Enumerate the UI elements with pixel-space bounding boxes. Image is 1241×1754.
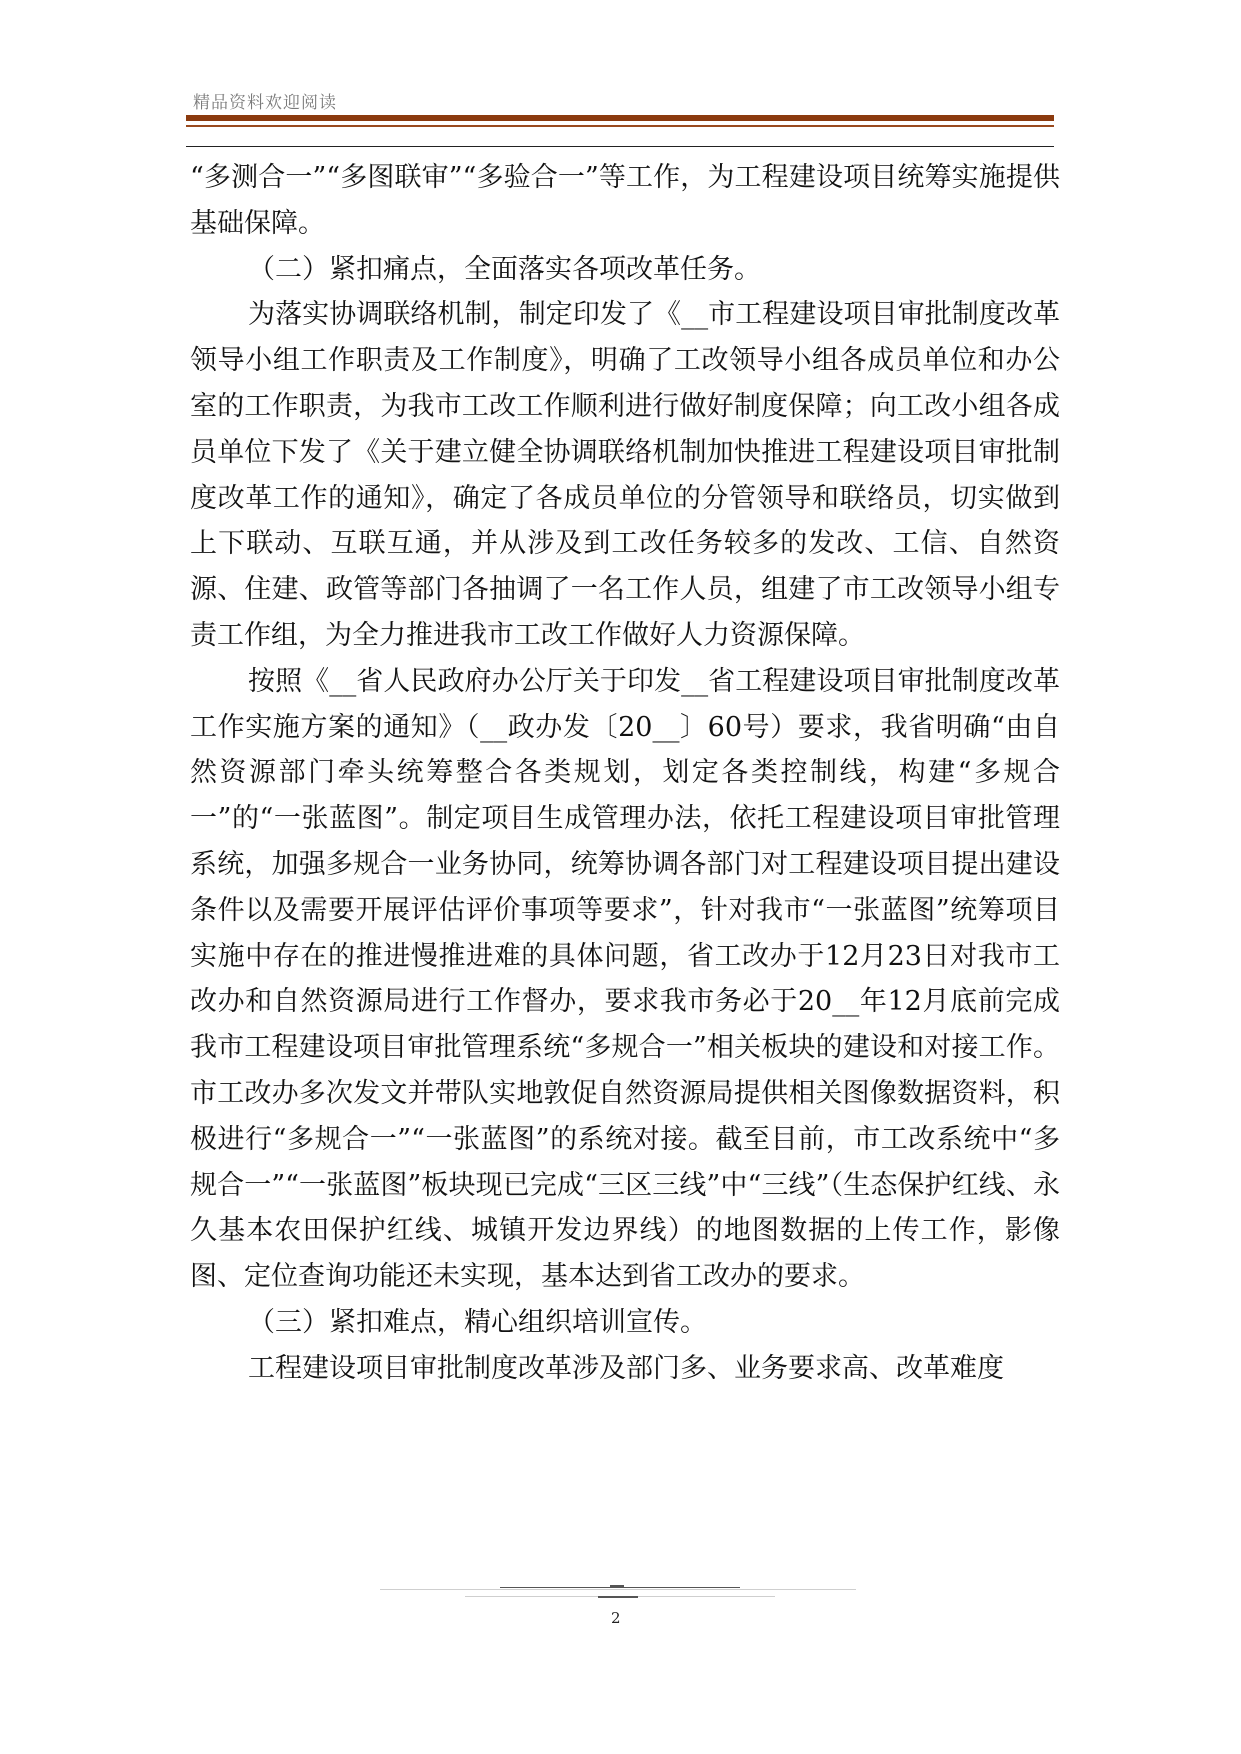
- footer-line: [500, 1587, 740, 1588]
- header-rule-thick: [186, 115, 1054, 121]
- footer-line: [610, 1585, 624, 1587]
- paragraph: 工程建设项目审批制度改革涉及部门多、业务要求高、改革难度: [248, 1352, 1004, 1384]
- section-heading-2: （二）紧扣痛点，全面落实各项改革任务。: [248, 253, 761, 285]
- page-number: 2: [611, 1609, 621, 1627]
- paragraph: 按照《__省人民政府办公厅关于印发__省工程建设项目审批制度改革工作实施方案的通知》（__政办发〔20__〕60号）要求，我省明确“由自然资源部门牵头统筹整合各类规划，划定各类控制线，构建“多规合一”的“一张蓝图”。制定项目生成管理办法，依托工程建设项目审批管理系统，加强多规合一业务协同，统筹协调各部门对工程建设项目提出建设条件以及需要开展评估评价事项等要求”，针对我市“一张蓝图”统筹项目实施中存在的推进慢推进难的具体问题，省工改办于12月23日对我市工改办和自然资源局进行工作督办，要求我市务必于20__年12月底前完成我市工程建设项目审批管理系统“多规合一”相关板块的建设和对接工作。市工改办多次发文并带队实地敦促自然资源局提供相关图像数据资料，积极进行“多规合一”“一张蓝图”的系统对接。截至目前，市工改系统中“多规合一”“一张蓝图”板块现已完成“三区三线”中“三线”（生态保护红线、永久基本农田保护红线、城镇开发边界线）的地图数据的上传工作，影像图、定位查询功能还未实现，基本达到省工改办的要求。: [190, 665, 1060, 1293]
- running-header: 精品资料欢迎阅读: [193, 93, 337, 113]
- header-rule-thin: [186, 125, 1054, 127]
- document-body: [190, 155, 1060, 1392]
- footer-line: [598, 1596, 638, 1598]
- footer-line: [465, 1596, 775, 1597]
- paragraph: 为落实协调联络机制，制定印发了《__市工程建设项目审批制度改革领导小组工作职责及工作制度》，明确了工改领导小组各成员单位和办公室的工作职责，为我市工改工作顺利进行做好制度保障；向工改小组各成员单位下发了《关于建立健全协调联络机制加快推进工程建设项目审批制度改革工作的通知》，确定了各成员单位的分管领导和联络员，切实做到上下联动、互联互通，并从涉及到工改任务较多的发改、工信、自然资源、住建、政管等部门各抽调了一名工作人员，组建了市工改领导小组专责工作组，为全力推进我市工改工作做好人力资源保障。: [190, 299, 1060, 651]
- footer-line: [380, 1589, 856, 1590]
- section-heading-3: （三）紧扣难点，精心组织培训宣传。: [248, 1306, 707, 1338]
- paragraph-continuation: “多测合一”“多图联审”“多验合一”等工作，为工程建设项目统筹实施提供基础保障。: [190, 162, 1060, 239]
- header-rule-under: [186, 146, 1054, 147]
